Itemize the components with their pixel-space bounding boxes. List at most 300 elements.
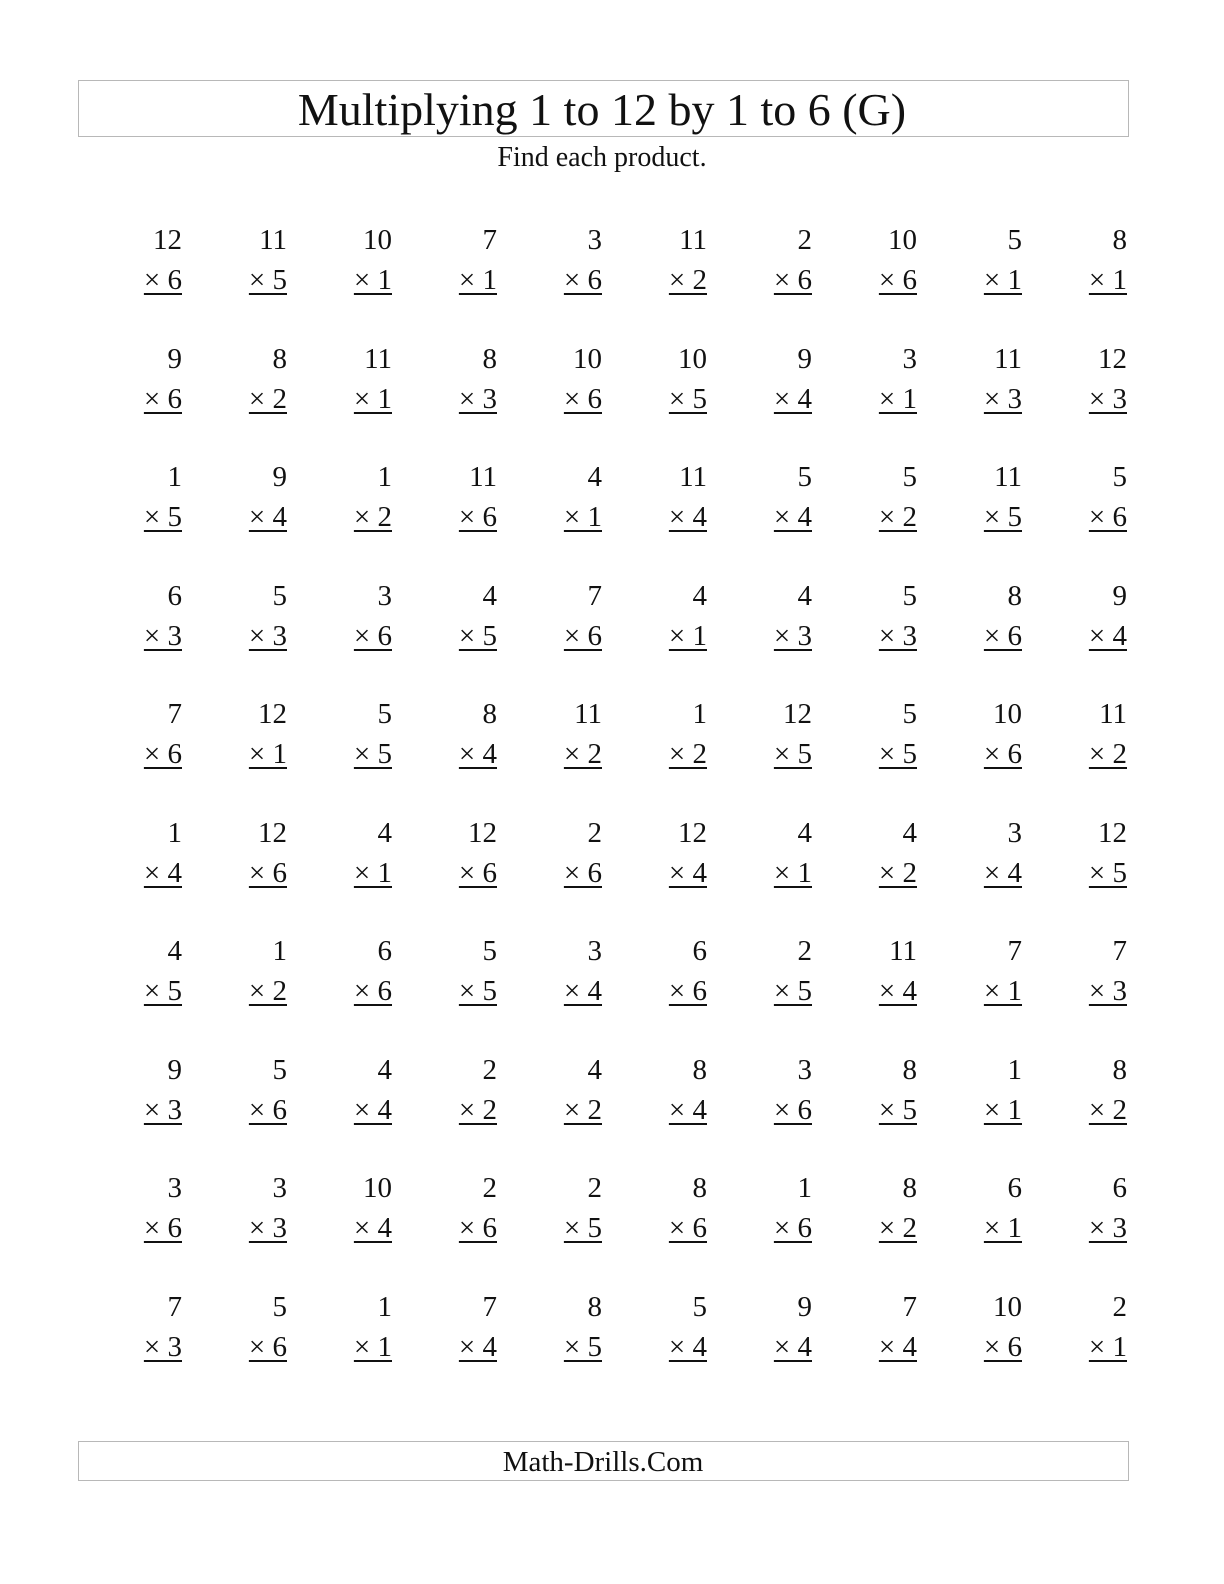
multiplication-problem — [417, 1171, 497, 1251]
problem-multiplicand: 9 — [1112, 579, 1127, 612]
multiplication-problem — [942, 460, 1022, 540]
problem-multiplicand: 6 — [377, 935, 392, 967]
problem-multiplier: × 6 — [563, 382, 602, 415]
problem-multiplier: × 6 — [458, 856, 497, 889]
multiplication-problem — [732, 697, 812, 777]
problem-multiplier: × 4 — [458, 1330, 497, 1363]
problem-multiplicand: 9 — [272, 461, 287, 493]
multiplication-problem — [207, 460, 287, 540]
problem-multiplier: × 4 — [878, 975, 917, 1007]
problem-multiplier: × 3 — [248, 619, 287, 652]
multiplication-problem — [417, 1053, 497, 1133]
problem-multiplier: × 5 — [458, 619, 497, 652]
multiplication-problem — [312, 934, 392, 1014]
problem-multiplicand: 7 — [587, 579, 602, 612]
multiplication-problem — [837, 697, 917, 777]
multiplication-problem — [627, 934, 707, 1014]
problem-multiplicand: 10 — [363, 224, 392, 256]
multiplication-problem — [207, 342, 287, 422]
problem-multiplicand: 2 — [587, 1172, 602, 1204]
problem-multiplicand: 1 — [377, 1290, 392, 1323]
multiplication-problem — [1047, 1290, 1127, 1370]
multiplication-problem — [732, 1290, 812, 1370]
problem-multiplier: × 3 — [143, 619, 182, 652]
problem-multiplicand: 12 — [1098, 342, 1127, 375]
problem-multiplier: × 6 — [983, 619, 1022, 652]
problem-multiplicand: 7 — [167, 1290, 182, 1323]
problem-multiplicand: 2 — [587, 816, 602, 849]
multiplication-problem — [312, 579, 392, 659]
problem-multiplicand: 1 — [692, 698, 707, 730]
problem-multiplicand: 5 — [272, 1290, 287, 1323]
problem-multiplicand: 5 — [482, 935, 497, 967]
problem-multiplicand: 8 — [902, 1053, 917, 1086]
multiplication-problem — [837, 934, 917, 1014]
multiplication-problem — [627, 816, 707, 896]
problem-multiplier: × 1 — [983, 975, 1022, 1007]
problem-multiplicand: 8 — [272, 342, 287, 375]
problem-multiplier: × 5 — [668, 382, 707, 415]
problem-multiplicand: 11 — [574, 698, 602, 730]
problem-multiplicand: 9 — [167, 342, 182, 375]
multiplication-problem — [312, 816, 392, 896]
multiplication-problem — [522, 816, 602, 896]
problem-multiplicand: 11 — [469, 461, 497, 493]
problem-multiplier: × 6 — [458, 501, 497, 533]
problem-multiplier: × 5 — [248, 264, 287, 296]
problem-multiplicand: 11 — [1099, 698, 1127, 730]
problem-multiplicand: 12 — [468, 816, 497, 849]
problem-multiplicand: 10 — [363, 1172, 392, 1204]
problem-multiplier: × 1 — [983, 264, 1022, 296]
problem-multiplier: × 5 — [563, 1212, 602, 1244]
problem-multiplicand: 8 — [482, 342, 497, 375]
multiplication-problem — [312, 460, 392, 540]
problem-multiplier: × 4 — [983, 856, 1022, 889]
multiplication-problem — [1047, 1053, 1127, 1133]
problem-multiplicand: 5 — [1112, 461, 1127, 493]
multiplication-problem — [417, 460, 497, 540]
multiplication-problem — [207, 697, 287, 777]
problem-multiplier: × 1 — [248, 738, 287, 770]
multiplication-problem — [417, 579, 497, 659]
problem-multiplier: × 1 — [773, 856, 812, 889]
problem-multiplicand: 1 — [377, 461, 392, 493]
multiplication-problem — [312, 1171, 392, 1251]
problem-multiplicand: 11 — [679, 461, 707, 493]
multiplication-problem — [102, 934, 182, 1014]
problem-multiplier: × 2 — [458, 1093, 497, 1126]
problem-multiplicand: 8 — [692, 1053, 707, 1086]
problem-multiplier: × 3 — [773, 619, 812, 652]
problem-multiplier: × 5 — [878, 738, 917, 770]
multiplication-problem — [1047, 697, 1127, 777]
problem-multiplier: × 6 — [458, 1212, 497, 1244]
multiplication-problem — [627, 223, 707, 303]
multiplication-problem — [732, 342, 812, 422]
problem-multiplier: × 3 — [1088, 382, 1127, 415]
multiplication-problem — [627, 579, 707, 659]
problem-multiplicand: 2 — [482, 1053, 497, 1086]
multiplication-problem — [522, 460, 602, 540]
multiplication-problem — [522, 934, 602, 1014]
multiplication-problem — [627, 460, 707, 540]
worksheet-title: Multiplying 1 to 12 by 1 to 6 (G) — [297, 84, 907, 135]
problem-multiplier: × 2 — [248, 382, 287, 415]
problem-multiplicand: 5 — [797, 461, 812, 493]
problem-multiplicand: 7 — [167, 698, 182, 730]
problem-multiplier: × 4 — [773, 501, 812, 533]
problem-multiplier: × 5 — [878, 1093, 917, 1126]
multiplication-problem — [627, 697, 707, 777]
problem-multiplier: × 6 — [353, 619, 392, 652]
problem-multiplicand: 11 — [259, 224, 287, 256]
problem-multiplier: × 2 — [878, 856, 917, 889]
problem-multiplier: × 1 — [983, 1093, 1022, 1126]
problem-multiplicand: 12 — [783, 698, 812, 730]
problem-multiplicand: 1 — [272, 935, 287, 967]
multiplication-problem — [207, 934, 287, 1014]
multiplication-problem — [1047, 1171, 1127, 1251]
multiplication-problem — [837, 579, 917, 659]
problem-multiplier: × 6 — [248, 856, 287, 889]
problem-multiplicand: 8 — [902, 1172, 917, 1204]
multiplication-problem — [837, 342, 917, 422]
problem-multiplier: × 4 — [668, 501, 707, 533]
problem-multiplier: × 4 — [668, 1093, 707, 1126]
problem-multiplicand: 5 — [902, 461, 917, 493]
multiplication-problem — [837, 816, 917, 896]
problem-multiplicand: 1 — [797, 1172, 812, 1204]
problem-multiplicand: 6 — [1007, 1172, 1022, 1204]
multiplication-problem — [207, 223, 287, 303]
multiplication-problem — [207, 1290, 287, 1370]
problem-multiplicand: 3 — [797, 1053, 812, 1086]
problem-multiplicand: 9 — [797, 1290, 812, 1323]
multiplication-problem — [417, 1290, 497, 1370]
problem-multiplier: × 2 — [1088, 1093, 1127, 1126]
problem-multiplicand: 3 — [167, 1172, 182, 1204]
problem-multiplicand: 11 — [994, 461, 1022, 493]
problem-multiplicand: 3 — [377, 579, 392, 612]
multiplication-problem — [417, 816, 497, 896]
problem-multiplicand: 4 — [482, 579, 497, 612]
multiplication-problem — [837, 1290, 917, 1370]
multiplication-problem — [627, 342, 707, 422]
problem-multiplier: × 4 — [773, 382, 812, 415]
problem-multiplier: × 4 — [563, 975, 602, 1007]
multiplication-problem — [837, 223, 917, 303]
problem-multiplicand: 1 — [167, 816, 182, 849]
problem-multiplier: × 6 — [248, 1330, 287, 1363]
problem-multiplier: × 6 — [563, 619, 602, 652]
problem-multiplicand: 5 — [692, 1290, 707, 1323]
multiplication-problem — [522, 1053, 602, 1133]
multiplication-problem — [102, 697, 182, 777]
multiplication-problem — [627, 1053, 707, 1133]
problem-multiplier: × 2 — [668, 738, 707, 770]
problem-multiplier: × 6 — [983, 1330, 1022, 1363]
problem-multiplicand: 8 — [1112, 224, 1127, 256]
worksheet-instructions: Find each product. — [497, 142, 707, 173]
problem-multiplicand: 7 — [1112, 935, 1127, 967]
multiplication-problem — [732, 460, 812, 540]
multiplication-problem — [522, 342, 602, 422]
problem-multiplier: × 5 — [143, 975, 182, 1007]
problem-multiplier: × 1 — [563, 501, 602, 533]
problem-multiplier: × 6 — [668, 975, 707, 1007]
problem-multiplicand: 1 — [1007, 1053, 1022, 1086]
problem-multiplicand: 4 — [587, 461, 602, 493]
multiplication-problem — [312, 342, 392, 422]
problem-multiplicand: 9 — [797, 342, 812, 375]
problem-multiplicand: 6 — [692, 935, 707, 967]
multiplication-problem — [522, 697, 602, 777]
problem-multiplier: × 6 — [563, 856, 602, 889]
problem-multiplicand: 8 — [587, 1290, 602, 1323]
problem-multiplicand: 6 — [1112, 1172, 1127, 1204]
problem-multiplier: × 6 — [773, 1212, 812, 1244]
problem-multiplicand: 5 — [272, 1053, 287, 1086]
problem-multiplicand: 4 — [902, 816, 917, 849]
multiplication-problem — [522, 1171, 602, 1251]
problem-multiplier: × 6 — [773, 1093, 812, 1126]
multiplication-problem — [627, 1290, 707, 1370]
multiplication-problem — [207, 579, 287, 659]
multiplication-problem — [1047, 816, 1127, 896]
problem-multiplier: × 6 — [143, 738, 182, 770]
problem-multiplier: × 3 — [1088, 1212, 1127, 1244]
multiplication-problem — [627, 1171, 707, 1251]
problem-multiplier: × 5 — [353, 738, 392, 770]
problem-multiplicand: 7 — [1007, 935, 1022, 967]
problem-multiplier: × 3 — [878, 619, 917, 652]
problem-multiplier: × 2 — [668, 264, 707, 296]
problem-multiplicand: 7 — [902, 1290, 917, 1323]
multiplication-problem — [837, 1053, 917, 1133]
problem-multiplicand: 11 — [364, 342, 392, 375]
multiplication-problem — [1047, 223, 1127, 303]
problem-multiplicand: 3 — [587, 224, 602, 256]
multiplication-problem — [942, 579, 1022, 659]
problem-multiplicand: 3 — [902, 342, 917, 375]
problem-multiplier: × 6 — [563, 264, 602, 296]
multiplication-problem — [732, 816, 812, 896]
problem-multiplicand: 4 — [797, 579, 812, 612]
problem-multiplicand: 8 — [692, 1172, 707, 1204]
multiplication-problem — [942, 934, 1022, 1014]
problem-multiplicand: 4 — [377, 816, 392, 849]
multiplication-problem — [102, 460, 182, 540]
multiplication-problem — [942, 1290, 1022, 1370]
multiplication-problem — [417, 223, 497, 303]
problem-multiplier: × 4 — [878, 1330, 917, 1363]
problem-multiplier: × 4 — [668, 856, 707, 889]
problem-multiplicand: 5 — [1007, 224, 1022, 256]
problem-multiplier: × 1 — [668, 619, 707, 652]
multiplication-problem — [207, 1171, 287, 1251]
problem-multiplicand: 3 — [1007, 816, 1022, 849]
problem-multiplicand: 2 — [1112, 1290, 1127, 1323]
problem-multiplicand: 4 — [797, 816, 812, 849]
problem-multiplier: × 1 — [983, 1212, 1022, 1244]
multiplication-problem — [417, 697, 497, 777]
problem-multiplicand: 8 — [1112, 1053, 1127, 1086]
multiplication-problem — [102, 1171, 182, 1251]
multiplication-problem — [417, 342, 497, 422]
multiplication-problem — [102, 816, 182, 896]
multiplication-problem — [312, 1053, 392, 1133]
problem-multiplier: × 1 — [353, 1330, 392, 1363]
multiplication-problem — [942, 1171, 1022, 1251]
problem-multiplier: × 3 — [143, 1330, 182, 1363]
problem-multiplicand: 4 — [167, 935, 182, 967]
problem-multiplier: × 4 — [458, 738, 497, 770]
problem-multiplier: × 4 — [353, 1212, 392, 1244]
problem-multiplicand: 9 — [167, 1053, 182, 1086]
problem-multiplier: × 5 — [983, 501, 1022, 533]
problem-multiplicand: 12 — [258, 698, 287, 730]
problem-multiplier: × 4 — [248, 501, 287, 533]
footer-text: Math-Drills.Com — [502, 1446, 704, 1478]
multiplication-problem — [522, 223, 602, 303]
multiplication-problem — [102, 223, 182, 303]
problem-multiplier: × 1 — [1088, 1330, 1127, 1363]
problem-multiplier: × 3 — [248, 1212, 287, 1244]
multiplication-problem — [942, 1053, 1022, 1133]
problem-multiplier: × 1 — [353, 856, 392, 889]
problem-multiplier: × 2 — [1088, 738, 1127, 770]
problem-multiplier: × 3 — [458, 382, 497, 415]
problem-multiplier: × 2 — [563, 738, 602, 770]
problem-multiplicand: 10 — [993, 1290, 1022, 1323]
problem-multiplier: × 5 — [773, 738, 812, 770]
problem-multiplicand: 6 — [167, 579, 182, 612]
problem-multiplier: × 4 — [143, 856, 182, 889]
multiplication-problem — [102, 579, 182, 659]
problem-multiplicand: 8 — [1007, 579, 1022, 612]
problem-multiplicand: 12 — [678, 816, 707, 849]
problem-multiplicand: 5 — [272, 579, 287, 612]
multiplication-problem — [732, 223, 812, 303]
problem-multiplicand: 11 — [889, 935, 917, 967]
multiplication-problem — [102, 1290, 182, 1370]
problem-multiplicand: 7 — [482, 1290, 497, 1323]
multiplication-problem — [522, 1290, 602, 1370]
problem-multiplicand: 5 — [902, 579, 917, 612]
problem-multiplicand: 4 — [692, 579, 707, 612]
multiplication-problem — [1047, 342, 1127, 422]
problem-multiplicand: 2 — [482, 1172, 497, 1204]
problem-multiplicand: 5 — [902, 698, 917, 730]
problem-multiplier: × 5 — [458, 975, 497, 1007]
problem-multiplier: × 6 — [248, 1093, 287, 1126]
multiplication-problem — [732, 1171, 812, 1251]
problem-multiplier: × 6 — [983, 738, 1022, 770]
multiplication-problem — [942, 697, 1022, 777]
problem-multiplier: × 1 — [353, 264, 392, 296]
multiplication-problem — [1047, 579, 1127, 659]
problem-multiplicand: 10 — [993, 698, 1022, 730]
multiplication-problem — [942, 816, 1022, 896]
problem-multiplier: × 5 — [1088, 856, 1127, 889]
problem-multiplier: × 1 — [353, 382, 392, 415]
multiplication-problem — [1047, 934, 1127, 1014]
problem-multiplier: × 2 — [878, 501, 917, 533]
problem-multiplicand: 5 — [377, 698, 392, 730]
multiplication-problem — [522, 579, 602, 659]
problem-multiplier: × 6 — [1088, 501, 1127, 533]
problem-multiplicand: 4 — [377, 1053, 392, 1086]
problem-multiplier: × 4 — [668, 1330, 707, 1363]
problem-multiplier: × 1 — [878, 382, 917, 415]
problem-multiplier: × 5 — [563, 1330, 602, 1363]
multiplication-problem — [837, 1171, 917, 1251]
multiplication-problem — [732, 579, 812, 659]
problem-multiplicand: 10 — [888, 224, 917, 256]
problem-multiplier: × 4 — [773, 1330, 812, 1363]
multiplication-problem — [837, 460, 917, 540]
problem-multiplier: × 6 — [668, 1212, 707, 1244]
problem-multiplicand: 11 — [679, 224, 707, 256]
problem-multiplicand: 1 — [167, 461, 182, 493]
multiplication-problem — [312, 1290, 392, 1370]
problem-multiplier: × 4 — [1088, 619, 1127, 652]
problem-multiplicand: 12 — [153, 224, 182, 256]
problem-multiplier: × 3 — [1088, 975, 1127, 1007]
problem-multiplier: × 2 — [353, 501, 392, 533]
problem-multiplier: × 1 — [1088, 264, 1127, 296]
multiplication-problem — [732, 1053, 812, 1133]
problem-multiplicand: 11 — [994, 342, 1022, 375]
multiplication-problem — [312, 697, 392, 777]
problem-multiplier: × 6 — [878, 264, 917, 296]
problem-multiplier: × 4 — [353, 1093, 392, 1126]
problem-multiplicand: 3 — [587, 935, 602, 967]
problem-multiplicand: 2 — [797, 224, 812, 256]
multiplication-problem — [102, 342, 182, 422]
problem-multiplier: × 6 — [143, 264, 182, 296]
problem-multiplier: × 1 — [458, 264, 497, 296]
problem-multiplicand: 3 — [272, 1172, 287, 1204]
problem-multiplier: × 3 — [983, 382, 1022, 415]
multiplication-problem — [312, 223, 392, 303]
problem-multiplicand: 4 — [587, 1053, 602, 1086]
problem-multiplier: × 6 — [773, 264, 812, 296]
multiplication-problem — [417, 934, 497, 1014]
problem-multiplicand: 12 — [1098, 816, 1127, 849]
problem-multiplier: × 6 — [353, 975, 392, 1007]
problem-multiplicand: 12 — [258, 816, 287, 849]
problem-multiplicand: 10 — [678, 342, 707, 375]
problem-multiplier: × 6 — [143, 1212, 182, 1244]
problem-multiplier: × 2 — [248, 975, 287, 1007]
multiplication-problem — [207, 816, 287, 896]
multiplication-problem — [102, 1053, 182, 1133]
problem-multiplicand: 2 — [797, 935, 812, 967]
multiplication-problem — [732, 934, 812, 1014]
problem-multiplicand: 8 — [482, 698, 497, 730]
problem-multiplicand: 10 — [573, 342, 602, 375]
problem-multiplier: × 2 — [878, 1212, 917, 1244]
multiplication-problem — [207, 1053, 287, 1133]
problem-multiplicand: 7 — [482, 224, 497, 256]
problem-multiplier: × 2 — [563, 1093, 602, 1126]
problem-multiplier: × 3 — [143, 1093, 182, 1126]
multiplication-problem — [942, 223, 1022, 303]
problem-multiplier: × 5 — [773, 975, 812, 1007]
problem-multiplier: × 5 — [143, 501, 182, 533]
